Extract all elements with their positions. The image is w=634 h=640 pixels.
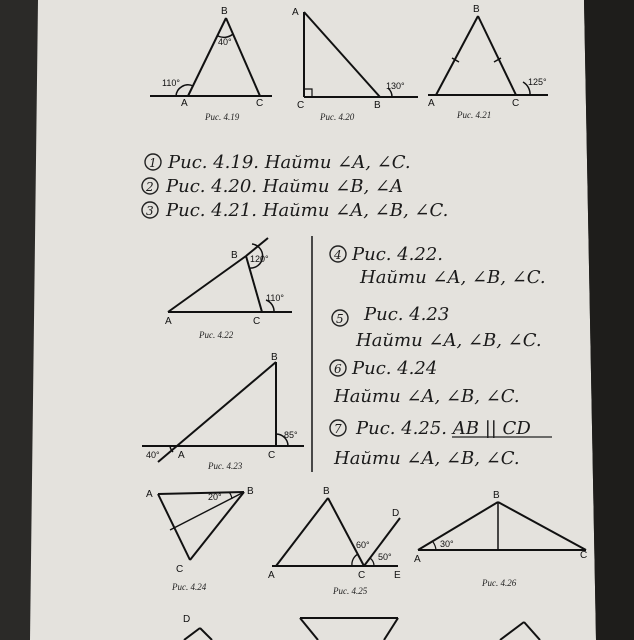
fig426-label-b: B <box>493 490 500 501</box>
fig422-label-c: C <box>253 316 261 327</box>
fig423-angle-c: 85° <box>284 430 298 440</box>
fig419-angle-top: 40° <box>218 37 232 47</box>
task-2-text: Рис. 4.20. Найти ∠B, ∠A <box>166 176 403 197</box>
task-7-line2: Найти ∠A, ∠B, ∠C. <box>334 448 520 469</box>
fig420-angle-ext: 130° <box>386 81 405 91</box>
task-1-text: Рис. 4.19. Найти ∠A, ∠C. <box>168 152 411 173</box>
task-6-line1: Рис. 4.24 <box>352 358 438 379</box>
task-4-line1: Рис. 4.22. <box>352 244 444 265</box>
fig419-angle-ext: 110° <box>162 78 180 88</box>
fig422-angle-b: 120° <box>250 254 269 264</box>
fig425-label-d: D <box>392 508 400 519</box>
task-2-number: 2 <box>146 180 154 194</box>
fig425-caption: Рис. 4.25 <box>333 586 368 596</box>
task-5-line1: Рис. 4.23 <box>364 304 450 325</box>
fig420-label-b: B <box>374 100 381 111</box>
fig419-caption: Рис. 4.19 <box>205 112 240 122</box>
fig422-label-a: A <box>165 316 172 327</box>
fig423-label-a: A <box>178 450 185 461</box>
task-3-text: Рис. 4.21. Найти ∠A, ∠B, ∠C. <box>166 200 449 221</box>
task-7-line1: Рис. 4.25. AB || CD <box>356 418 531 439</box>
task-5-line2: Найти ∠A, ∠B, ∠C. <box>356 330 542 351</box>
fig426-caption: Рис. 4.26 <box>482 578 517 588</box>
task-1-number: 1 <box>149 156 157 170</box>
fig420-label-c: C <box>297 100 305 111</box>
fig426-angle: 30° <box>440 539 454 549</box>
tasks-top <box>142 152 448 221</box>
fig424-label-b: B <box>247 486 254 497</box>
partial-label-d: D <box>183 614 191 625</box>
fig426-label-c: C <box>580 550 588 561</box>
fig419-label-b: B <box>221 6 228 17</box>
fig423-angle-a: 40° <box>146 450 160 460</box>
fig425-label-e: E <box>394 570 401 581</box>
fig424-label-a: A <box>146 489 153 500</box>
task-5-number: 5 <box>336 312 344 326</box>
fig424-label-c: C <box>176 564 184 575</box>
task-4-number: 4 <box>334 248 342 262</box>
fig419-label-c: C <box>256 98 264 109</box>
fig422-caption: Рис. 4.22 <box>199 330 234 340</box>
fig425-angle-1: 60° <box>356 540 370 550</box>
fig421-label-c: C <box>512 98 520 109</box>
fig426-label-a: A <box>414 554 421 565</box>
fig423-label-b: B <box>271 352 278 363</box>
fig421-angle-ext: 125° <box>528 77 547 87</box>
task-6-number: 6 <box>334 362 342 376</box>
task-3-number: 3 <box>146 204 154 218</box>
fig425-angle-2: 50° <box>378 552 392 562</box>
fig421-label-a: A <box>428 98 435 109</box>
fig424-caption: Рис. 4.24 <box>172 582 207 592</box>
task-7-number: 7 <box>334 422 342 436</box>
fig424-angle: 20° <box>208 492 222 502</box>
fig421-label-b: B <box>473 4 480 15</box>
task-6-line2: Найти ∠A, ∠B, ∠C. <box>334 386 520 407</box>
fig420-label-a: A <box>292 7 299 18</box>
fig425-label-c: C <box>358 570 366 581</box>
fig421-caption: Рис. 4.21 <box>457 110 492 120</box>
fig419-label-a: A <box>181 98 188 109</box>
fig423-label-c: C <box>268 450 276 461</box>
fig420-caption: Рис. 4.20 <box>320 112 355 122</box>
fig423-caption: Рис. 4.23 <box>208 461 243 471</box>
fig422-label-b: B <box>231 250 238 261</box>
task-4-line2: Найти ∠A, ∠B, ∠C. <box>360 267 546 288</box>
fig425-label-a: A <box>268 570 275 581</box>
fig422-angle-c: 110° <box>266 293 284 303</box>
fig425-label-b: B <box>323 486 330 497</box>
